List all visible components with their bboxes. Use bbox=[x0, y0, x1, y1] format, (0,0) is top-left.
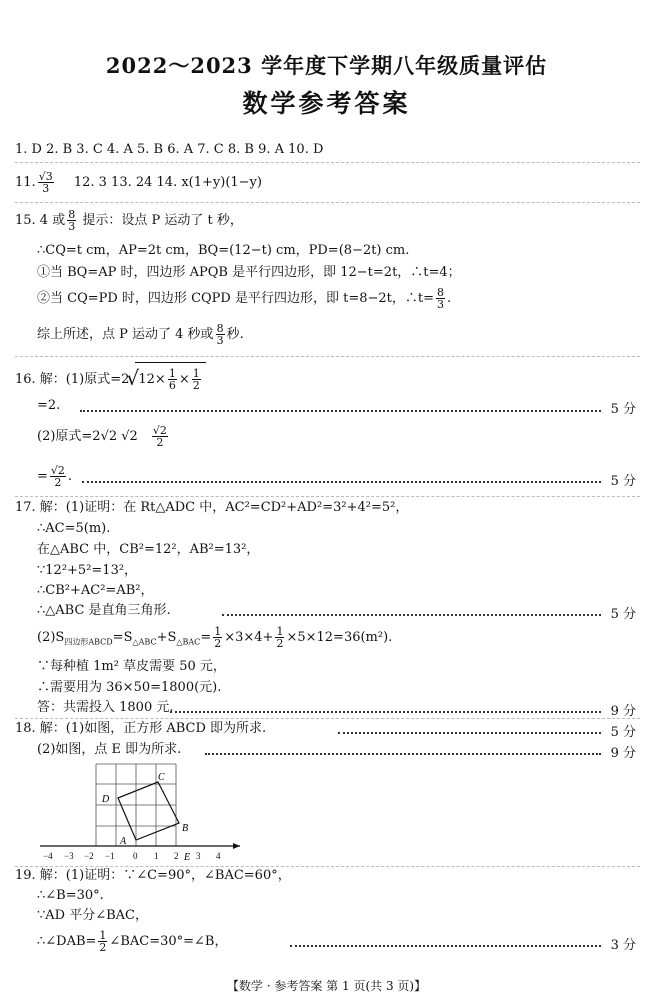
document-title: 2022～2023 学年度下学期八年级质量评估 bbox=[105, 53, 548, 78]
label-D: D bbox=[102, 794, 110, 805]
page-footer: 【数学 · 参考答案 第 1 页(共 3 页)】 bbox=[226, 979, 427, 993]
q19-line: ∴∠DAB= $\frac{1}{2}$ ∠BAC=30°=∠B， bbox=[37, 929, 228, 954]
dotted-leader bbox=[82, 481, 601, 483]
fill-answers: 11. $\frac{√3}{3}$ 12. 3 13. 24 14. x(1+y)(1−y) bbox=[15, 170, 262, 195]
separator bbox=[15, 162, 640, 163]
q15-line: ②当 CQ=PD 时，四边形 CQPD 是平行四边形，即 t=8−2t，∴t= $\frac{8}{3}$ . bbox=[37, 286, 452, 311]
q16-part1: 16. 解：(1)原式=2 √ 12× $\frac{1}{6}$ × $\frac{1}{2}$ bbox=[15, 362, 206, 396]
q18-line: (2)如图，点 E 即为所求. bbox=[37, 742, 182, 757]
dotted-leader bbox=[290, 945, 601, 947]
q17-line: ∵每种植 1m² 草皮需要 50 元， bbox=[37, 659, 226, 674]
tick-label: 4 bbox=[216, 851, 221, 861]
q19-line: ∵AD 平分∠BAC， bbox=[37, 908, 148, 923]
label-A: A bbox=[120, 836, 127, 847]
tick-label: 3 bbox=[196, 851, 201, 861]
score: 5 分 bbox=[610, 725, 636, 740]
tick-label: −1 bbox=[105, 851, 115, 861]
tick-label: 2 bbox=[174, 851, 179, 861]
label-C: C bbox=[158, 772, 165, 783]
q19-line: 19. 解：(1)证明：∵∠C=90°，∠BAC=60°， bbox=[15, 868, 291, 883]
dotted-leader bbox=[222, 614, 601, 616]
separator bbox=[15, 496, 640, 497]
score: 5 分 bbox=[610, 607, 636, 622]
q17-area-formula: $(2)S_{四边形ABCD}=S_{\triangle ABC}+S_{\triangle BAC}=$ $\frac{1}{2}$ ×3×4+ $\frac{1}{2}$ ×5×12=36(m²). bbox=[37, 625, 393, 650]
dotted-leader bbox=[205, 753, 601, 755]
q16-part2: (2)原式=2√2 √2 $\frac{√2}{2}$ bbox=[37, 424, 167, 449]
separator bbox=[15, 356, 640, 357]
choice-answers: 1. D 2. B 3. C 4. A 5. B 6. A 7. C 8. B 9. A 10. D bbox=[15, 142, 324, 157]
square-abcd bbox=[118, 782, 179, 840]
q15-line: ∴CQ=t cm，AP=2t cm，BQ=(12−t) cm，PD=(8−2t) cm. bbox=[37, 243, 410, 258]
q15-head: 15. 4 或 $\frac{8}{3}$ 提示：设点 P 运动了 t 秒， bbox=[15, 208, 243, 233]
tick-label: 1 bbox=[154, 851, 159, 861]
q17-line: ∴AC=5(m). bbox=[37, 521, 111, 536]
q17-answer: 答：共需投入 1800 元. bbox=[37, 700, 174, 715]
separator bbox=[15, 202, 640, 203]
tick-label: −3 bbox=[64, 851, 74, 861]
q17-line: 在△ABC 中，CB²=12²，AB²=13²， bbox=[37, 542, 260, 557]
q17-line: ∵12²+5²=13²， bbox=[37, 563, 138, 578]
separator bbox=[15, 718, 640, 719]
tick-label: 0 bbox=[133, 851, 138, 861]
dotted-leader bbox=[338, 732, 601, 734]
x-axis-ticks bbox=[43, 851, 221, 861]
tick-label: −4 bbox=[43, 851, 53, 861]
label-B: B bbox=[182, 823, 189, 834]
geometry-figure bbox=[40, 760, 250, 865]
q17-line: ∴CB²+AC²=AB²， bbox=[37, 583, 154, 598]
dotted-leader bbox=[170, 711, 601, 713]
segment bbox=[118, 782, 158, 798]
q19-line: ∴∠B=30°. bbox=[37, 888, 104, 903]
tick-label: −2 bbox=[84, 851, 94, 861]
q15-line: ①当 BQ=AP 时，四边形 APQB 是平行四边形，即 12−t=2t，∴t=4； bbox=[37, 265, 461, 280]
q17-line: ∴△ABC 是直角三角形. bbox=[37, 603, 171, 618]
score: 5 分 bbox=[610, 474, 636, 489]
q15-conclusion: 综上所述，点 P 运动了 4 秒或 $\frac{8}{3}$ 秒. bbox=[37, 322, 244, 347]
score: 5 分 bbox=[610, 402, 636, 417]
q17-line: 17. 解：(1)证明：在 Rt△ADC 中，AC²=CD²+AD²=3²+4²=5²， bbox=[15, 500, 409, 515]
q17-line: ∴需要用为 36×50=1800(元). bbox=[37, 680, 222, 695]
label-E: E bbox=[184, 852, 191, 863]
q18-line: 18. 解：(1)如图，正方形 ABCD 即为所求. bbox=[15, 721, 267, 736]
x-axis-arrow-icon bbox=[233, 843, 240, 849]
document-subtitle: 数学参考答案 bbox=[242, 89, 411, 118]
q16-result1: =2. bbox=[37, 398, 61, 413]
score: 9 分 bbox=[610, 704, 636, 719]
dotted-leader bbox=[80, 410, 601, 412]
q16-result2: = $\frac{√2}{2}$ . bbox=[37, 464, 73, 489]
separator bbox=[15, 866, 640, 867]
score: 3 分 bbox=[610, 938, 636, 953]
score: 9 分 bbox=[610, 746, 636, 761]
